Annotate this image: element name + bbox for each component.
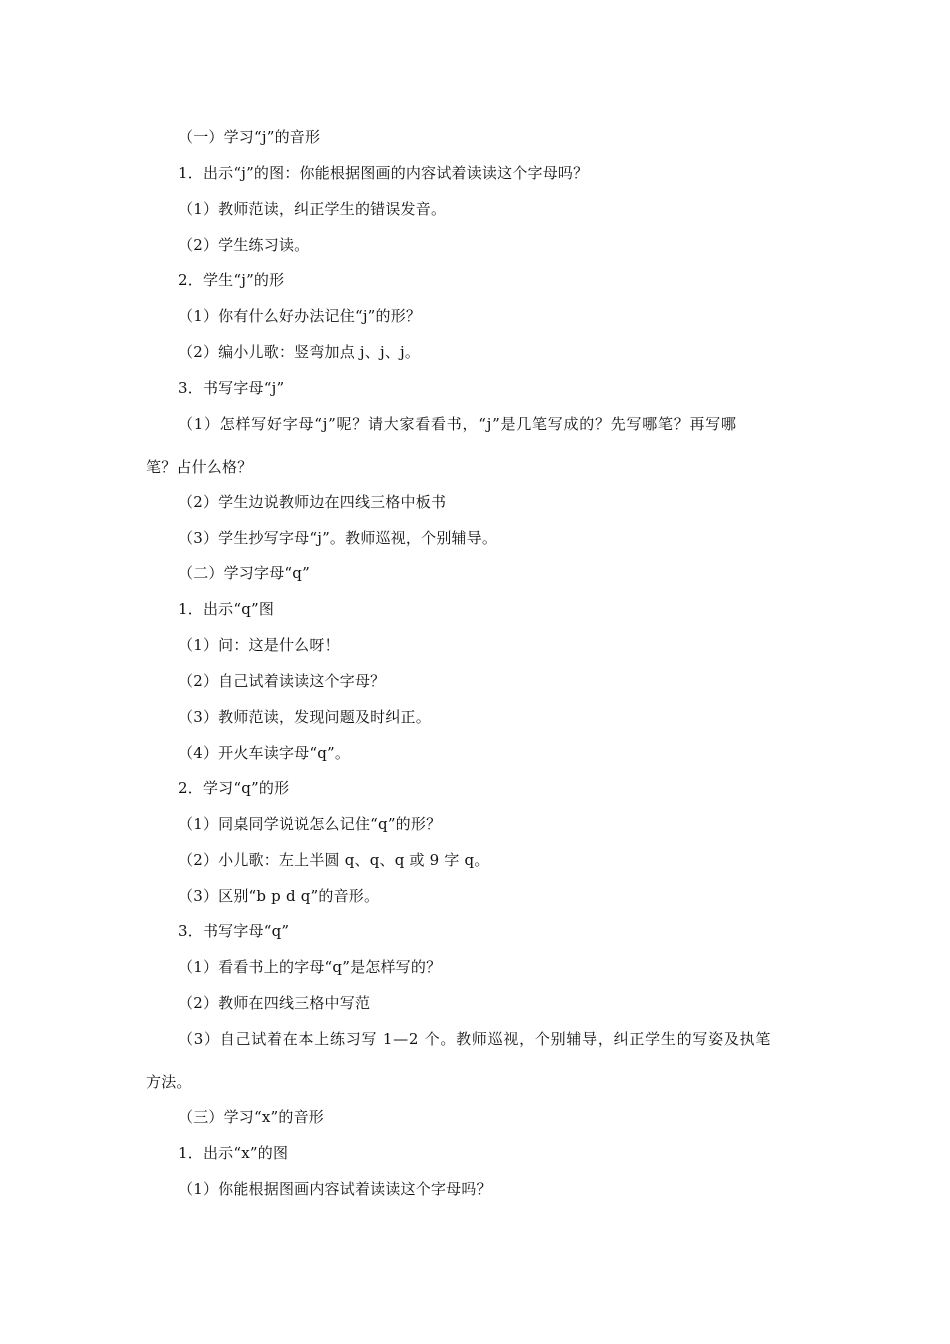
paragraph-line: 笔？占什么格？ xyxy=(146,458,253,476)
paragraph-line: （3）教师范读，发现问题及时纠正。 xyxy=(178,708,431,726)
paragraph-line: （1）看看书上的字母“q”是怎样写的？ xyxy=(178,958,442,976)
paragraph-line: 1．出示“q”图 xyxy=(178,600,275,618)
paragraph-line: （1）你能根据图画内容试着读读这个字母吗？ xyxy=(178,1180,492,1198)
paragraph-line: （2）学生练习读。 xyxy=(178,236,310,254)
paragraph-line: （3）区别“b p d q”的音形。 xyxy=(178,887,380,905)
section-heading-x: （三）学习“x”的音形 xyxy=(178,1108,324,1126)
paragraph-line: （1）你有什么好办法记住“j”的形？ xyxy=(178,307,422,325)
paragraph-line: （4）开火车读字母“q”。 xyxy=(178,744,351,762)
section-heading-j: （一）学习“j”的音形 xyxy=(178,128,321,146)
paragraph-line: 1．出示“j”的图：你能根据图画的内容试着读读这个字母吗？ xyxy=(178,164,589,182)
paragraph-line: 3．书写字母“q” xyxy=(178,922,290,940)
paragraph-line: 1．出示“x”的图 xyxy=(178,1144,289,1162)
paragraph-line: （1）教师范读，纠正学生的错误发音。 xyxy=(178,200,447,218)
paragraph-line: （3）自己试着在本上练习写 1—2 个。教师巡视，个别辅导，纠正学生的写姿及执笔 xyxy=(178,1030,772,1048)
paragraph-line: （3）学生抄写字母“j”。教师巡视，个别辅导。 xyxy=(178,529,498,547)
paragraph-line: 2．学习“q”的形 xyxy=(178,779,290,797)
paragraph-line: （2）学生边说教师边在四线三格中板书 xyxy=(178,493,447,511)
paragraph-line: （2）自己试着读读这个字母？ xyxy=(178,672,386,690)
section-heading-q: （二）学习字母“q” xyxy=(178,564,310,582)
paragraph-line: 2．学生“j”的形 xyxy=(178,271,285,289)
paragraph-line: （1）同桌同学说说怎么记住“q”的形？ xyxy=(178,815,442,833)
paragraph-line: 3．书写字母“j” xyxy=(178,379,285,397)
paragraph-line: （1）问：这是什么呀！ xyxy=(178,636,340,654)
paragraph-line: （2）小儿歌：左上半圆 q、q、q 或 9 字 q。 xyxy=(178,851,490,869)
paragraph-line: 方法。 xyxy=(146,1073,192,1091)
paragraph-line: （2）编小儿歌：竖弯加点 j、j、j。 xyxy=(178,343,421,361)
paragraph-line: （2）教师在四线三格中写范 xyxy=(178,994,371,1012)
paragraph-line: （1）怎样写好字母“j”呢？请大家看看书，“j”是几笔写成的？先写哪笔？再写哪 xyxy=(178,415,737,433)
